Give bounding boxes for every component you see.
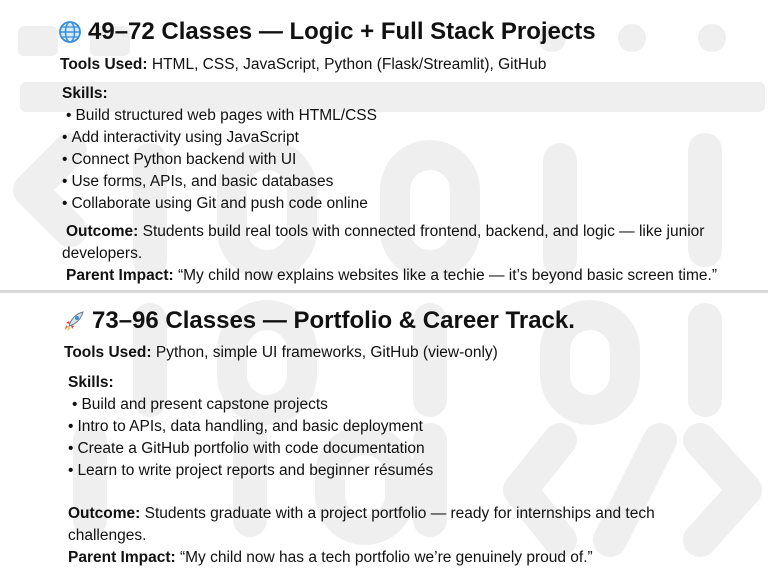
section2-impact-label: Parent Impact: [68, 549, 176, 566]
section2-skills-label: Skills: [68, 374, 114, 391]
section2-skill-item: • Intro to APIs, data handling, and basic deployment [68, 418, 423, 435]
section2-tools-value: Python, simple UI frameworks, GitHub (view-only) [155, 344, 498, 361]
globe-icon [58, 20, 82, 44]
section2-tools-label: Tools Used: [64, 344, 152, 361]
section2-skill-item: • Create a GitHub portfolio with code documentation [68, 440, 425, 457]
section2-outcome-label: Outcome: [68, 505, 141, 522]
section1-skill-item: • Build structured web pages with HTML/CSS [66, 107, 377, 124]
section1-skill-item: • Collaborate using Git and push code online [62, 195, 368, 212]
section1-parent-impact: Parent Impact: “My child now explains websites like a techie — it’s beyond basic screen time.” [66, 267, 717, 284]
section1-tools-label: Tools Used: [60, 56, 148, 73]
section1-outcome-cont: developers. [62, 245, 143, 262]
section1-tools-value: HTML, CSS, JavaScript, Python (Flask/Streamlit), GitHub [151, 56, 547, 73]
section2-tools [64, 343, 498, 363]
section1-heading-text: 49–72 Classes — Logic + Full Stack Projects [88, 18, 596, 45]
section1-heading [58, 18, 596, 46]
section1-skills-label: Skills: [62, 85, 108, 102]
section2-heading [62, 307, 575, 335]
section2-skill-item: • Build and present capstone projects [72, 396, 328, 413]
section2-heading-text: 73–96 Classes — Portfolio & Career Track. [92, 307, 575, 334]
section1-tools [60, 55, 546, 75]
section-divider [0, 290, 768, 293]
section1-skill-item: • Add interactivity using JavaScript [62, 129, 299, 146]
section1-skill-item: • Connect Python backend with UI [62, 151, 297, 168]
section1-impact-label: Parent Impact: [66, 267, 174, 284]
section1-outcome-label: Outcome: [66, 223, 139, 240]
section1-outcome: Outcome: Students build real tools with connected frontend, backend, and logic — like junior [66, 223, 705, 240]
section2-skill-item: • Learn to write project reports and beginner résumés [68, 462, 434, 479]
section2-outcome: Outcome: Students graduate with a project portfolio — ready for internships and tech [68, 505, 655, 522]
section1-skill-item: • Use forms, APIs, and basic databases [62, 173, 334, 190]
section2-outcome-cont: challenges. [68, 527, 147, 544]
rocket-icon [62, 309, 86, 333]
section2-parent-impact: Parent Impact: “My child now has a tech portfolio we’re genuinely proud of.” [68, 549, 593, 566]
